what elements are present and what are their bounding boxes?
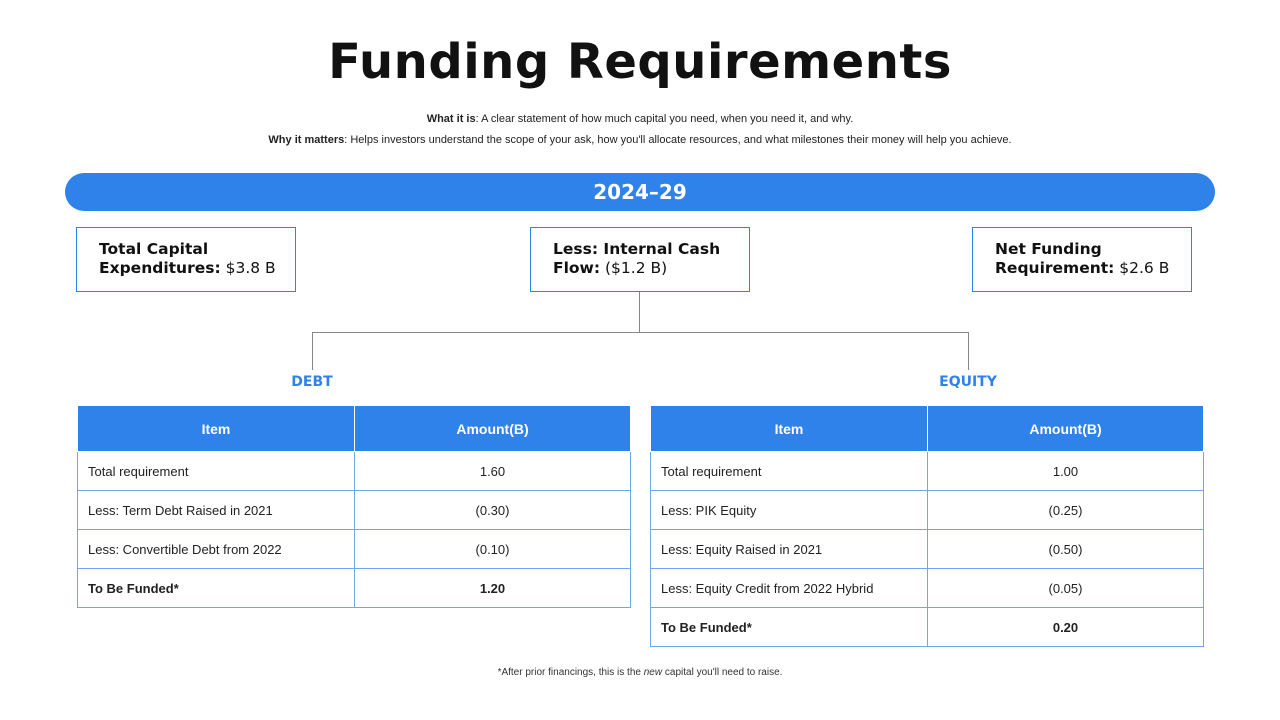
debt-label: DEBT: [291, 374, 333, 390]
equity-item: Less: Equity Credit from 2022 Hybrid: [651, 569, 928, 608]
equity-amount: (0.25): [928, 491, 1204, 530]
capex-box: [76, 227, 296, 292]
table-row-total: [78, 569, 631, 608]
net-funding-value: $2.6 B: [1114, 259, 1170, 277]
equity-header-amount: Amount(B): [928, 406, 1204, 452]
capex-label: Total Capital Expenditures:: [99, 240, 221, 277]
why-it-matters-label: Why it matters: [268, 134, 345, 146]
table-row: [651, 569, 1204, 608]
equity-amount: (0.50): [928, 530, 1204, 569]
table-row: [651, 530, 1204, 569]
table-row: [651, 452, 1204, 491]
capex-value: $3.8 B: [220, 259, 276, 277]
debt-header-amount: Amount(B): [355, 406, 631, 452]
debt-item: Total requirement: [78, 452, 355, 491]
page-title: Funding Requirements: [328, 34, 952, 90]
debt-item: To Be Funded*: [78, 569, 355, 608]
why-it-matters-text: [0, 134, 1280, 146]
table-row: [651, 491, 1204, 530]
debt-amount: (0.10): [355, 530, 631, 569]
cash-flow-label: Less: Internal Cash Flow:: [553, 240, 721, 277]
cash-flow-value: ($1.2 B): [600, 259, 668, 277]
period-banner: 2024–29: [65, 173, 1215, 211]
table-row: [78, 530, 631, 569]
what-it-is-body: : A clear statement of how much capital you need, when you need it, and why.: [475, 113, 854, 125]
equity-amount: 0.20: [928, 608, 1204, 647]
what-it-is-label: What it is: [426, 113, 476, 125]
equity-table: [650, 405, 1204, 647]
what-it-is-text: [0, 113, 1280, 125]
debt-header-row: [78, 406, 631, 452]
debt-table: [77, 405, 631, 608]
equity-item: To Be Funded*: [651, 608, 928, 647]
debt-amount: (0.30): [355, 491, 631, 530]
footnote-before: *After prior financings, this is the: [497, 667, 644, 678]
table-row: [78, 452, 631, 491]
table-row-total: [651, 608, 1204, 647]
equity-item: Total requirement: [651, 452, 928, 491]
net-funding-box: [972, 227, 1192, 292]
debt-amount: 1.60: [355, 452, 631, 491]
equity-amount: (0.05): [928, 569, 1204, 608]
debt-item: Less: Term Debt Raised in 2021: [78, 491, 355, 530]
debt-amount: 1.20: [355, 569, 631, 608]
footnote-emphasis: new: [643, 667, 663, 678]
net-funding-label: Net Funding Requirement:: [995, 240, 1115, 277]
connector-vertical-left: [312, 332, 313, 370]
equity-header-item: Item: [651, 406, 928, 452]
table-row: [78, 491, 631, 530]
equity-item: Less: Equity Raised in 2021: [651, 530, 928, 569]
footnote: [0, 667, 1280, 678]
debt-item: Less: Convertible Debt from 2022: [78, 530, 355, 569]
cash-flow-box: [530, 227, 750, 292]
connector-horizontal: [312, 332, 969, 333]
equity-header-row: [651, 406, 1204, 452]
equity-item: Less: PIK Equity: [651, 491, 928, 530]
equity-label: EQUITY: [939, 374, 997, 390]
debt-header-item: Item: [78, 406, 355, 452]
footnote-after: capital you'll need to raise.: [662, 667, 783, 678]
why-it-matters-body: : Helps investors understand the scope of your ask, how you'll allocate resources, and what milestones their money will help you achieve.: [344, 134, 1012, 146]
connector-vertical-right: [968, 332, 969, 370]
equity-amount: 1.00: [928, 452, 1204, 491]
connector-vertical-center: [639, 292, 640, 332]
